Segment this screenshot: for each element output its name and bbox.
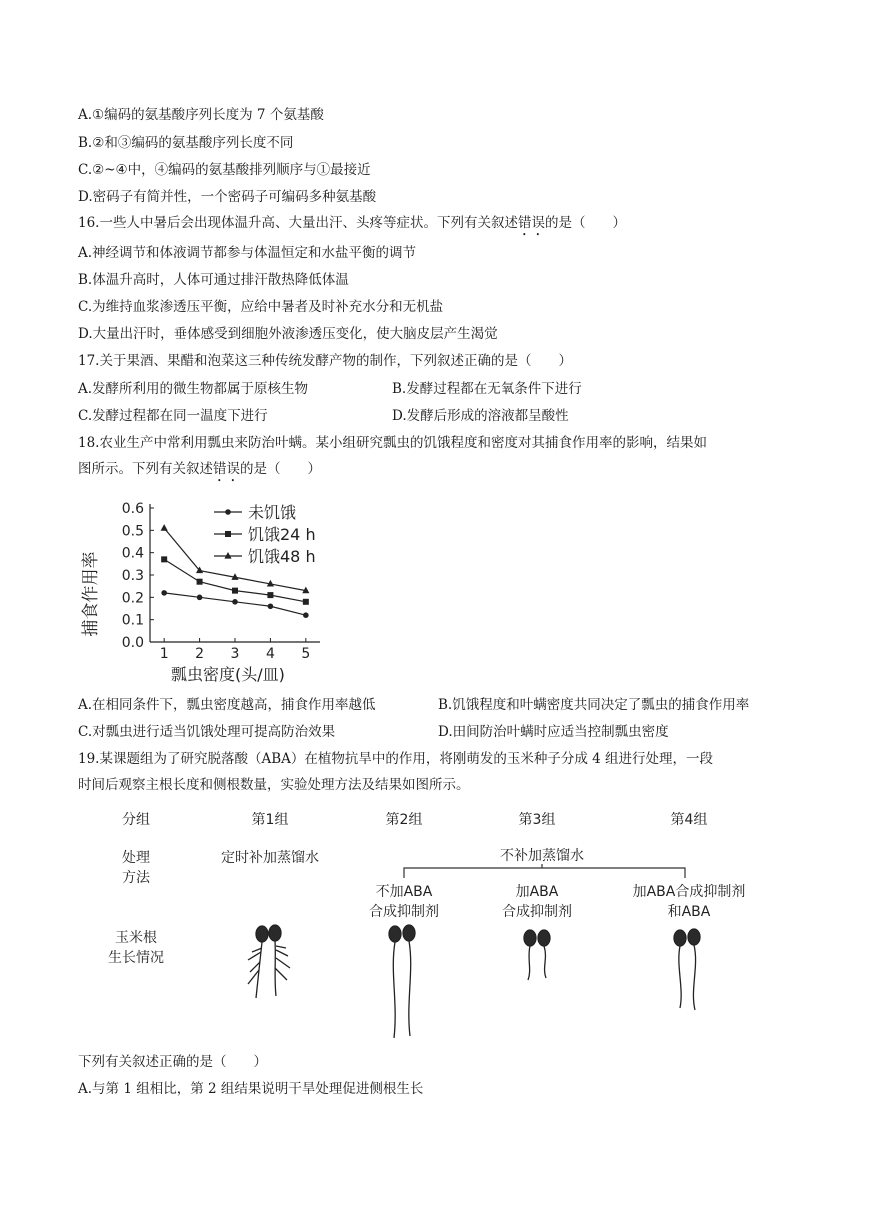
q17-option-c: C.发酵过程都在同一温度下进行	[78, 408, 268, 424]
q15-option-d: D.密码子有简并性，一个密码子可编码多种氨基酸	[78, 189, 377, 205]
chart-point	[197, 595, 203, 601]
aba-experiment-figure	[90, 802, 790, 1042]
fig-method-group1: 定时补加蒸馏水	[221, 850, 319, 866]
q18-stem-part2: 的是（ ）	[240, 461, 321, 477]
fig-method-group4-line1: 加ABA合成抑制剂	[632, 884, 746, 900]
chart-legend-label: 饥饿48 h	[248, 547, 316, 566]
q18-option-c: C.对瓢虫进行适当饥饿处理可提高防治效果	[78, 724, 336, 740]
q17-stem: 17.关于果酒、果醋和泡菜这三种传统发酵产物的制作，下列叙述正确的是（ ）	[78, 353, 572, 369]
fig-method-common: 不补加蒸馏水	[500, 848, 584, 864]
seedling-group1	[248, 925, 290, 998]
chart-point	[268, 603, 274, 609]
q16-option-d: D.大量出汗时，垂体感受到细胞外液渗透压变化，使大脑皮层产生渴觉	[78, 326, 498, 342]
fig-row-growth-2: 生长情况	[108, 950, 164, 966]
q16-stem-part2: 的是（ ）	[544, 215, 626, 231]
fig-method-group3-line1: 加ABA	[515, 884, 559, 900]
q16-option-a: A.神经调节和体液调节都参与体温恒定和水盐平衡的调节	[78, 245, 417, 261]
chart-y-tick-label: 0.4	[121, 545, 144, 562]
q16-stem-emphasis: 错误	[517, 215, 545, 231]
chart-legend	[214, 503, 316, 566]
q19-stem-line1: 19.某课题组为了研究脱落酸（ABA）在植物抗旱中的作用，将刚萌发的玉米种子分成 4 组进行处理，一段	[78, 751, 714, 767]
q17-option-a: A.发酵所利用的微生物都属于原核生物	[78, 381, 309, 397]
chart-point	[161, 556, 167, 562]
q18-option-b: B.饥饿程度和叶螨密度共同决定了瓢虫的捕食作用率	[438, 697, 750, 713]
q19-option-a: A.与第 1 组相比，第 2 组结果说明干旱处理促进侧根生长	[78, 1081, 424, 1097]
q19-stem-line3: 下列有关叙述正确的是（ ）	[78, 1054, 267, 1070]
seedling-group2	[389, 925, 415, 1038]
chart-x-tick-label: 3	[230, 646, 240, 662]
q18-stem-line1: 18.农业生产中常利用瓢虫来防治叶螨。某小组研究瓢虫的饥饿程度和密度对其捕食作用率的影响，结果如	[78, 435, 707, 451]
fig-method-group2-line1: 不加ABA	[375, 884, 433, 900]
q18-stem-part1: 图所示。下列有关叙述	[78, 461, 213, 477]
fig-method-group2-line2: 合成抑制剂	[369, 904, 439, 920]
chart-x-tick-label: 2	[195, 646, 205, 662]
chart-y-tick-label: 0.3	[121, 568, 144, 584]
chart-point	[161, 524, 168, 531]
q18-option-a: A.在相同条件下，瓢虫密度越高，捕食作用率越低	[78, 697, 376, 713]
q18-option-d: D.田间防治叶螨时应适当控制瓢虫密度	[438, 724, 669, 740]
fig-group-3: 第3组	[518, 812, 556, 828]
fig-group-4: 第4组	[670, 812, 708, 828]
chart-x-tick-label: 1	[159, 646, 169, 662]
q17-option-b: B.发酵过程都在无氧条件下进行	[392, 381, 582, 397]
chart-point	[232, 588, 238, 594]
q16-option-b: B.体温升高时，人体可通过排汗散热降低体温	[78, 272, 349, 288]
fig-row-method-2: 方法	[122, 870, 150, 886]
fig-group-1: 第1组	[251, 812, 289, 828]
fig-method-group3-line2: 合成抑制剂	[502, 904, 572, 920]
chart-point	[225, 509, 231, 515]
q18-stem-emphasis: 错误	[213, 461, 240, 477]
chart-x-axis-label: 瓢虫密度(头/皿)	[171, 665, 285, 684]
fig-group-2: 第2组	[385, 812, 423, 828]
chart-y-tick-label: 0.0	[121, 635, 144, 651]
chart-y-tick-label: 0.1	[121, 612, 144, 629]
chart-x-tick-label: 5	[301, 646, 311, 662]
q19-stem-line2: 时间后观察主根长度和侧根数量，实验处理方法及结果如图所示。	[78, 777, 470, 793]
q15-option-b: B.②和③编码的氨基酸序列长度不同	[78, 135, 294, 151]
fig-row-group: 分组	[122, 812, 150, 828]
q16-stem	[78, 214, 626, 239]
chart-point	[225, 531, 231, 537]
fig-method-group4-line2: 和ABA	[667, 904, 711, 920]
q15-option-a: A.①编码的氨基酸序列长度为 7 个氨基酸	[78, 107, 324, 123]
chart-y-axis-label: 捕食作用率	[81, 551, 101, 637]
predation-rate-chart	[80, 490, 340, 690]
fig-row-growth-1: 玉米根	[115, 930, 157, 946]
fig-row-method-1: 处理	[122, 850, 150, 866]
seedling-group4	[674, 929, 700, 1010]
fig-bracket	[404, 864, 685, 878]
chart-point	[224, 552, 231, 559]
chart-y-tick-label: 0.2	[121, 590, 144, 607]
q16-option-c: C.为维持血浆渗透压平衡，应给中暑者及时补充水分和无机盐	[78, 299, 444, 315]
chart-x-tick-label: 4	[265, 646, 275, 662]
chart-point	[303, 612, 309, 618]
q18-stem-line2	[78, 460, 321, 485]
chart-point	[232, 599, 238, 605]
chart-y-tick-label: 0.6	[121, 501, 144, 517]
seedling-group3	[524, 930, 550, 980]
q16-stem-part1: 16.一些人中暑后会出现体温升高、大量出汗、头疼等症状。下列有关叙述	[78, 215, 518, 231]
chart-point	[303, 599, 309, 605]
chart-point	[267, 592, 273, 598]
q17-option-d: D.发酵后形成的溶液都呈酸性	[392, 408, 569, 424]
chart-point	[197, 579, 203, 585]
chart-y-tick-label: 0.5	[121, 523, 144, 540]
chart-legend-label: 未饥饿	[248, 503, 297, 522]
chart-point	[161, 590, 167, 596]
chart-legend-label: 饥饿24 h	[248, 525, 316, 544]
q15-option-c: C.②~④中，④编码的氨基酸排列顺序与①最接近	[78, 162, 371, 178]
